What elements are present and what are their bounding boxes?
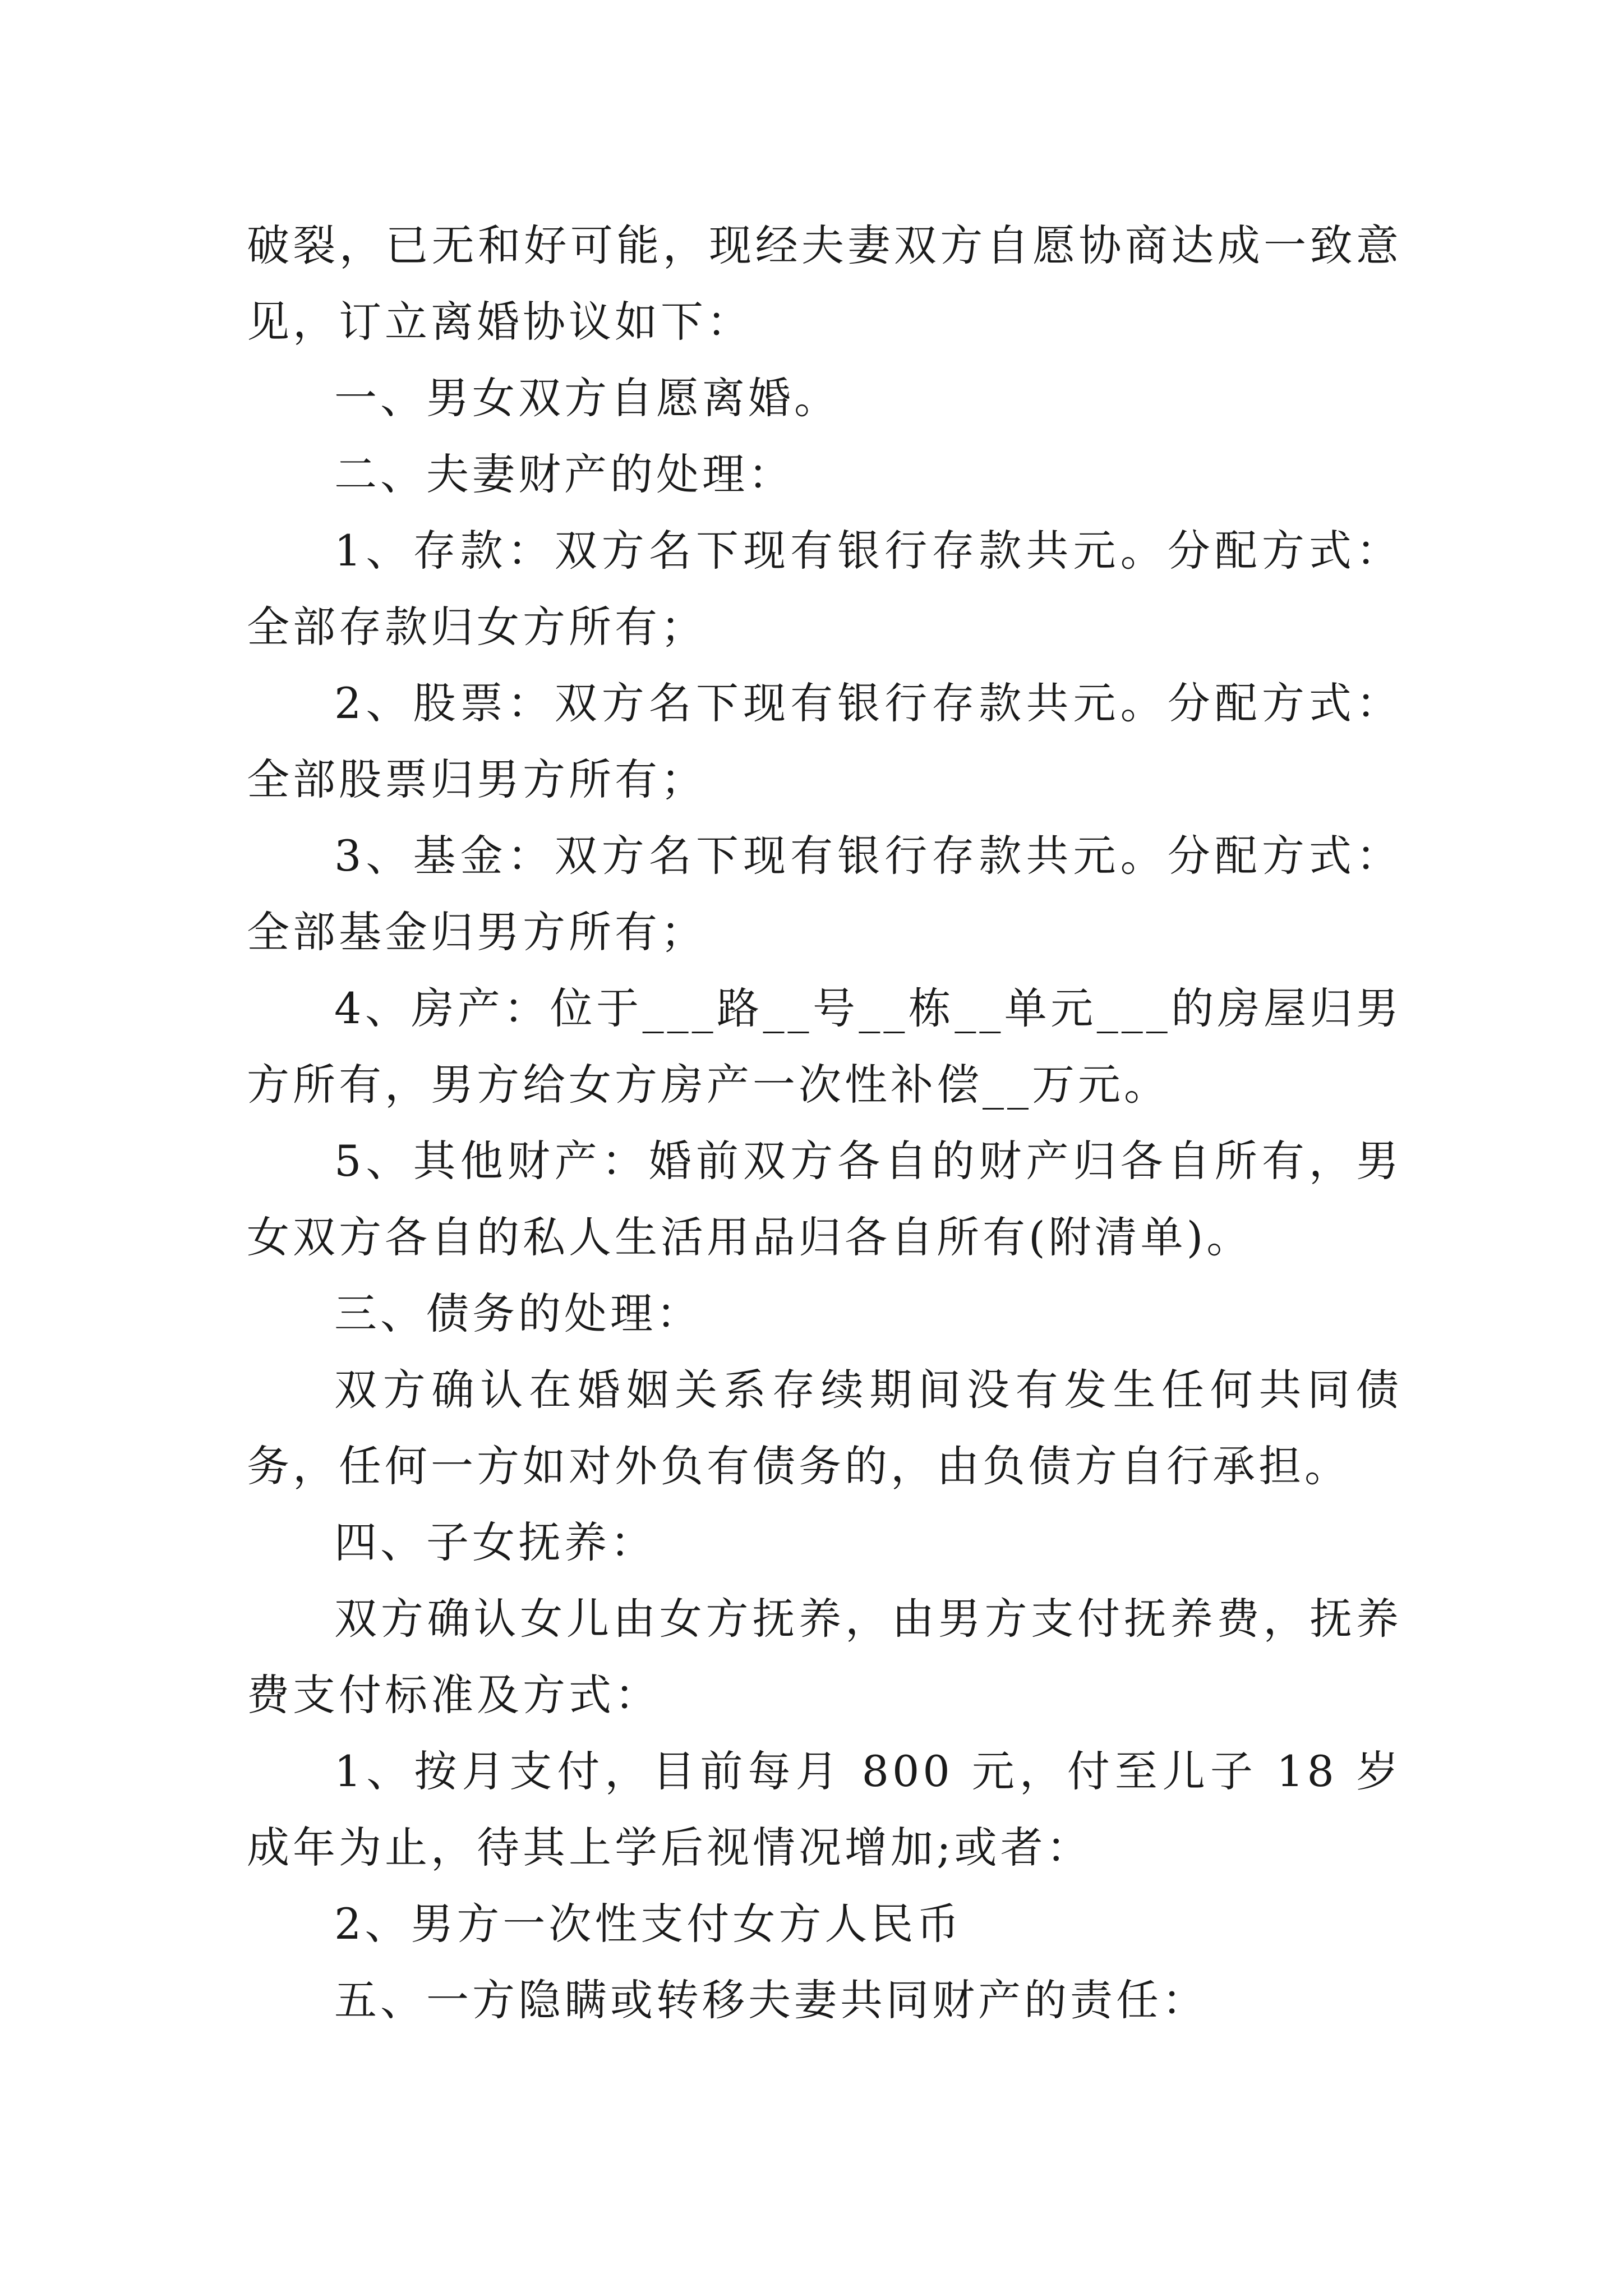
section-heading: 三、债务的处理：	[334, 1289, 702, 1338]
paragraph: 破裂，已无和好可能，现经夫妻双方自愿协商达成一致意见，订立离婚协议如下：	[247, 220, 1402, 347]
list-item: 2、股票：双方名下现有银行存款共元。分配方式：全部股票归男方所有；	[247, 678, 1402, 804]
list-item: 3、基金：双方名下现有银行存款共元。分配方式：全部基金归男方所有；	[247, 831, 1402, 957]
section-heading: 四、子女抚养：	[334, 1517, 656, 1567]
list-item: 1、存款：双方名下现有银行存款共元。分配方式：全部存款归女方所有；	[247, 526, 1402, 652]
document-body	[247, 208, 1402, 2039]
section-heading: 五、一方隐瞒或转移夫妻共同财产的责任：	[334, 1975, 1208, 2025]
section-heading: 二、夫妻财产的处理：	[334, 449, 794, 499]
list-item: 5、其他财产：婚前双方各自的财产归各自所有，男女双方各自的私人生活用品归各自所有(附清单)。	[247, 1136, 1402, 1262]
list-item: 4、房产：位于___路__号__栋__单元___的房屋归男方所有，男方给女方房产一次性补偿__万元。	[247, 983, 1402, 1110]
paragraph: 双方确认在婚姻关系存续期间没有发生任何共同债务，任何一方如对外负有债务的，由负债方自行承担。	[247, 1365, 1402, 1491]
list-item: 1、按月支付，目前每月 800 元，付至儿子 18 岁成年为止，待其上学后视情况增加;或者：	[247, 1746, 1402, 1872]
paragraph: 双方确认女儿由女方抚养，由男方支付抚养费，抚养费支付标准及方式：	[247, 1594, 1402, 1720]
list-item: 2、男方一次性支付女方人民币	[334, 1899, 963, 1949]
section-heading: 一、男女双方自愿离婚。	[334, 373, 840, 423]
